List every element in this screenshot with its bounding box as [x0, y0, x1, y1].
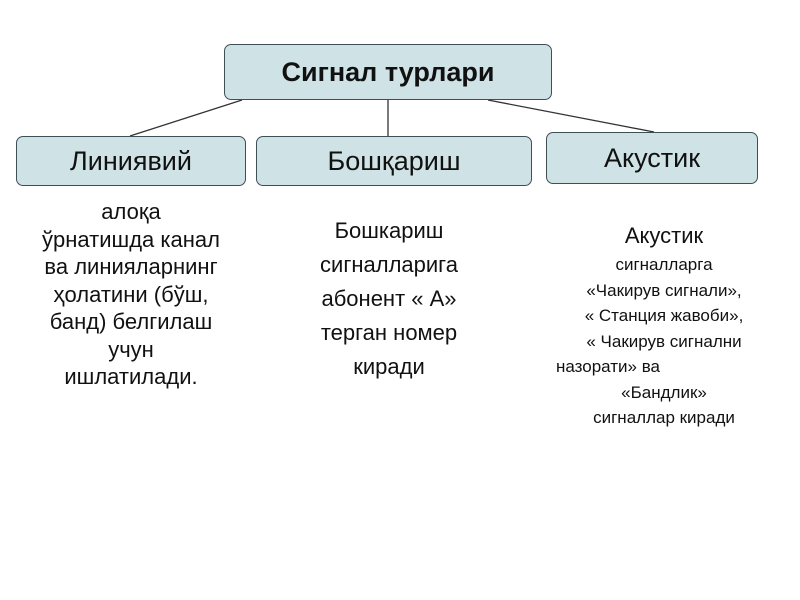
description-line: ва линияларнинг [44, 254, 218, 279]
description-line: алоқа [101, 199, 161, 224]
description-line: банд) белгилаш [49, 309, 213, 334]
description-acoustic [548, 220, 780, 431]
description-line: сигналларига [320, 252, 458, 277]
description-line: «Чакирув сигнали», [586, 280, 742, 300]
node-acoustic [546, 132, 758, 184]
connector-root-to-acoustic [488, 100, 654, 132]
description-line: « Чакирув сигнални [586, 331, 742, 351]
description-control [282, 214, 496, 384]
description-line: учун [108, 336, 154, 362]
description-line: ҳолатини (бўш, [53, 281, 209, 307]
node-control-label: Бошқариш [327, 145, 461, 176]
description-line: ишлатилади. [64, 364, 198, 389]
description-line: сигналларга [615, 255, 713, 274]
description-line: сигналлар киради [593, 408, 735, 427]
root-node-signal-types [224, 44, 552, 100]
description-linear [14, 198, 248, 391]
description-line: «Бандлик» [621, 382, 707, 402]
description-line: киради [353, 354, 425, 379]
connector-root-to-linear [130, 100, 242, 136]
description-line: « Станция жавоби», [584, 306, 744, 325]
description-line: Бошкариш [334, 218, 444, 243]
description-line: назорати» ва [556, 357, 661, 376]
description-line: Акустик [624, 223, 704, 248]
node-acoustic-label: Акустик [603, 142, 701, 173]
description-line: терган номер [320, 320, 458, 345]
root-node-label: Сигнал турлари [281, 56, 495, 87]
description-line: ўрнатишда канал [42, 226, 220, 252]
node-control [256, 136, 532, 186]
node-linear-label: Линиявий [70, 145, 192, 176]
node-linear [16, 136, 246, 186]
description-line: абонент « А» [321, 286, 457, 311]
